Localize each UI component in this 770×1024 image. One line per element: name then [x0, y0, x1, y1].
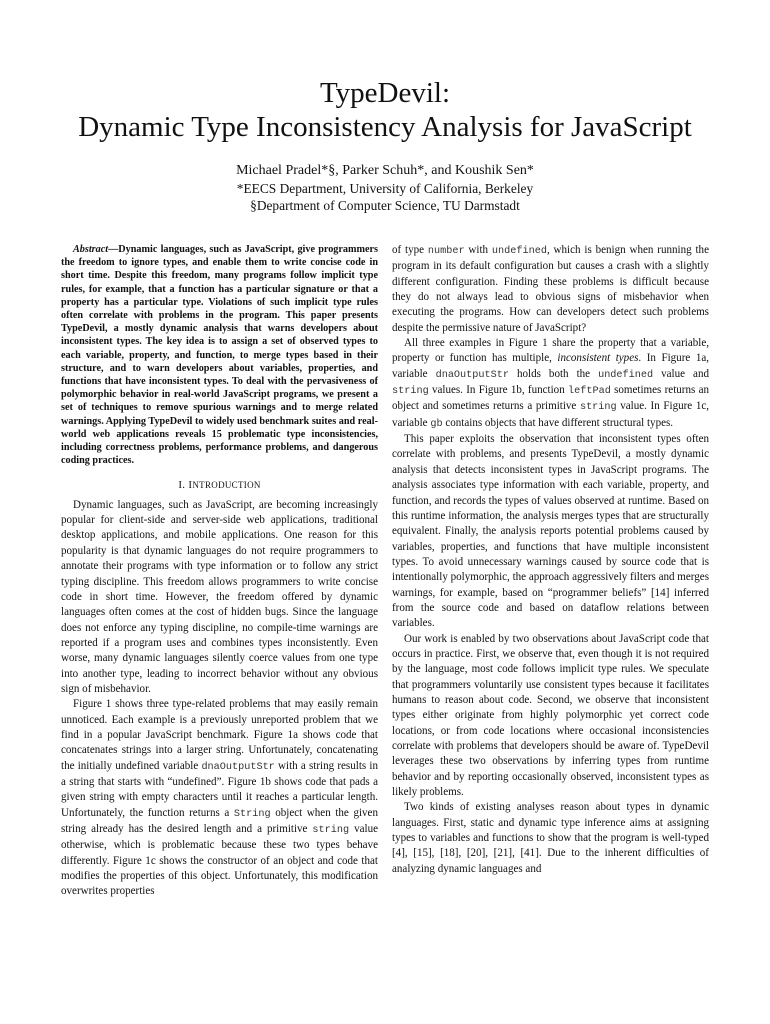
author-names: Michael Pradel*§, Parker Schuh*, and Koushik Sen* [236, 163, 534, 178]
text-run: value and [653, 367, 709, 380]
abstract-lead: Abstract [73, 244, 109, 255]
title-line-1: TypeDevil: [319, 77, 451, 109]
code-undefined: undefined [491, 246, 547, 257]
abstract [61, 243, 378, 467]
code-string: string [579, 402, 617, 414]
section-title-initial: I [188, 479, 193, 492]
code-dnaOutputStr: dnaOutputStr [201, 761, 275, 773]
intro-paragraph-5: Our work is enabled by two observations about JavaScript code that occurs in practice. First, we observe that, even though it is not required by the language, most code follows implicit type rules. We speculate that programmers voluntarily use consistent types because it facilitates humans to reason about code. Second, we observe that inconsistent types either originate from highly polymorphic yet correct code locations, or from code locations where occasional inconsistencies correlate with problems that developers should be aware of. TypeDevil leverages these two observations by inferring types from runtime behavior and by reporting occasionally observed, inconsistent types as likely problems. [392, 632, 709, 799]
section-title-rest: NTRODUCTION [192, 480, 261, 491]
code-String: String [233, 808, 271, 820]
author-block [0, 162, 770, 214]
affiliation-berkeley: *EECS Department, University of California, Berkeley [236, 181, 534, 196]
text-run: contains objects that have different structural types. [442, 416, 674, 429]
text-run: with a string results in a string that starts with “undefined”. Figure 1b shows code that pads a given string with empty characters until it reaches a particular length. Unfortunately, the function returns a [61, 759, 378, 819]
text-run: All three examples in Figure 1 share the property that a variable, property or function has multiple, [392, 337, 709, 365]
intro-paragraph-3 [392, 336, 709, 432]
text-run: sometimes returns an object and sometimes returns a primitive [392, 384, 709, 413]
code-gb: gb [430, 418, 443, 430]
text-run: holds both the [508, 367, 599, 380]
emphasis-inconsistent-types: inconsistent types [557, 352, 639, 365]
intro-paragraph-2-cont [392, 243, 709, 336]
text-run: Figure 1 shows three type-related problems that may easily remain unnoticed. Each example is a previously unreported problem that we find in a popular JavaScript benchmark. Figure 1a shows code that concatenates strings into a larger string. Unfortunately, concatenating the initially undefined variable [61, 698, 378, 772]
paper-title [0, 76, 770, 144]
intro-paragraph-6: Two kinds of existing analyses reason about types in dynamic languages. First, static and dynamic type inference aims at assigning types to variables and functions to show that the program is well-typed [4], [15], [18], [20], [21], [41]. Due to the inherent difficulties of analyzing dynamic languages and [392, 801, 709, 875]
text-run: , which is benign when running the program in its default configuration but causes a crash with a slightly different configuration. Finding these problems is difficult because they do not always lead to obvious signs of misbehavior when executing the programs. How can developers detect such problems despite the permissive nature of JavaScript? [392, 244, 709, 334]
text-run: with [464, 244, 492, 256]
abstract-text: —Dynamic languages, such as JavaScript, give programmers the freedom to ignore types, and enable them to write concise code in short time. Despite this freedom, many programs follow implicit type rules, for example, that a function has a particular signature or that a property has a particular type. Violations of such implicit type rules often correlate with problems in the program. This paper presents TypeDevil, a mostly dynamic analysis that warns developers about inconsistent types. The key idea is to assign a set of observed types to each variable, property, and function, to merge types based in their structure, and to warn developers about variables, properties, and functions that have inconsistent types. To deal with the pervasiveness of polymorphic behavior in real-world JavaScript programs, we present a set of techniques to remove spurious warnings and to merge related warnings. Applying TypeDevil to widely used benchmark suites and real-world web applications reveals 15 problematic type inconsistencies, including correctness problems, performance problems, and dangerous coding practices. [61, 244, 378, 467]
intro-paragraph-4: This paper exploits the observation that inconsistent types often correlate with problems, and presents TypeDevil, a mostly dynamic analysis that detects inconsistent types in JavaScript programs. The analysis associates type information with each variable, property, and function, and records the types of values observed at runtime. Based on this runtime information, the analysis merges types that are structurally equivalent. Finally, the analysis reports potential problems caused by variables, properties, and functions that have multiple inconsistent types. To avoid unnecessary warnings caused by source code that is intentionally polymorphic, the approach aggressively filters and merges warnings, for example, based on “programmer beliefs” [14] inferred from the source code and based on dataflow relations between variables. [392, 433, 709, 630]
code-number: number [427, 246, 465, 257]
title-line-2: Dynamic Type Inconsistency Analysis for JavaScript [78, 111, 692, 143]
text-run: value otherwise, which is problematic because these two types behave differently. Figure 1c shows the constructor of an object and code that modifies the properties of this object. Unfortunately, this modification overwrites properties [61, 823, 378, 898]
text-run: object when the given string already has the desired length and a primitive [61, 806, 378, 836]
text-run: of type [392, 244, 428, 256]
section-number: I. [178, 479, 186, 492]
intro-paragraph-2 [61, 697, 378, 899]
text-run: value. In Figure 1c, variable [392, 400, 710, 429]
text-run: values. In Figure 1b, function [428, 384, 569, 397]
left-column [61, 243, 378, 900]
text-run: . In Figure 1a, variable [392, 352, 710, 380]
intro-paragraph-1: Dynamic languages, such as JavaScript, are becoming increasingly popular for client-side and server-side web applications, traditional desktop applications, and mobile applications. One reason for this popularity is that dynamic languages do not require programmers to annotate their programs with type information or to follow any strict typing discipline. This freedom allows programmers to write concise code in short time. However, the freedom offered by dynamic languages often comes at the cost of hidden bugs. Since the language does not enforce any typing discipline, no compile-time warnings are reported if a program uses and combines types inconsistently. Even worse, many dynamic languages silently coerce values from one type into another type, leading to incorrect behavior without any obvious sign of misbehavior. [61, 498, 378, 695]
code-dnaOutputStr: dnaOutputStr [435, 369, 509, 381]
code-string: string [312, 825, 350, 837]
right-column [392, 243, 709, 877]
code-leftPad: leftPad [568, 386, 611, 398]
affiliation-darmstadt: §Department of Computer Science, TU Darmstadt [250, 198, 520, 213]
code-string: string [392, 386, 429, 398]
section-heading-introduction [61, 478, 378, 493]
code-undefined: undefined [598, 369, 654, 381]
